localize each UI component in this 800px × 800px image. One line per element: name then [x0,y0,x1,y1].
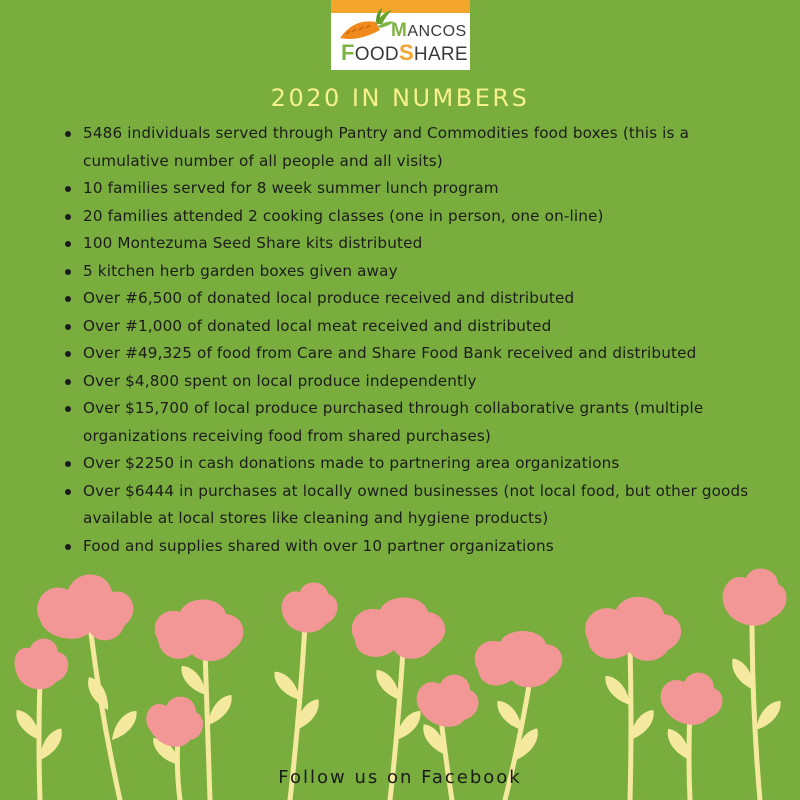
flower-illustration [0,540,800,800]
list-item: 10 families served for 8 week summer lunch program [62,175,762,203]
list-item: Food and supplies shared with over 10 partner organizations [62,533,762,561]
list-item: 5 kitchen herb garden boxes given away [62,258,762,286]
list-item: Over $6444 in purchases at locally owned businesses (not local food, but other goods available at local stores like cleaning and hygiene products) [62,478,762,533]
list-item: Over #6,500 of donated local produce received and distributed [62,285,762,313]
list-item: Over $4,800 spent on local produce independently [62,368,762,396]
logo-text-mancos: MANCOS [391,20,467,41]
footer-facebook-link[interactable] [0,767,800,788]
list-item: 5486 individuals served through Pantry and Commodities food boxes (this is a cumulative number of all people and all visits) [62,120,762,175]
list-item: Over $15,700 of local produce purchased through collaborative grants (multiple organizations receiving food from shared purchases) [62,395,762,450]
stats-list [62,120,762,560]
page-title: 2020 IN NUMBERS [270,84,530,112]
list-item: Over #1,000 of donated local meat received and distributed [62,313,762,341]
list-item: 100 Montezuma Seed Share kits distributed [62,230,762,258]
facebook-link[interactable]: Follow us on Facebook [278,767,522,788]
list-item: Over #49,325 of food from Care and Share Food Bank received and distributed [62,340,762,368]
mancos-foodshare-logo [331,0,470,70]
list-item: Over $2250 in cash donations made to partnering area organizations [62,450,762,478]
logo-text-foodshare: FOODSHARE [341,40,468,65]
list-item: 20 families attended 2 cooking classes (one in person, one on-line) [62,203,762,231]
